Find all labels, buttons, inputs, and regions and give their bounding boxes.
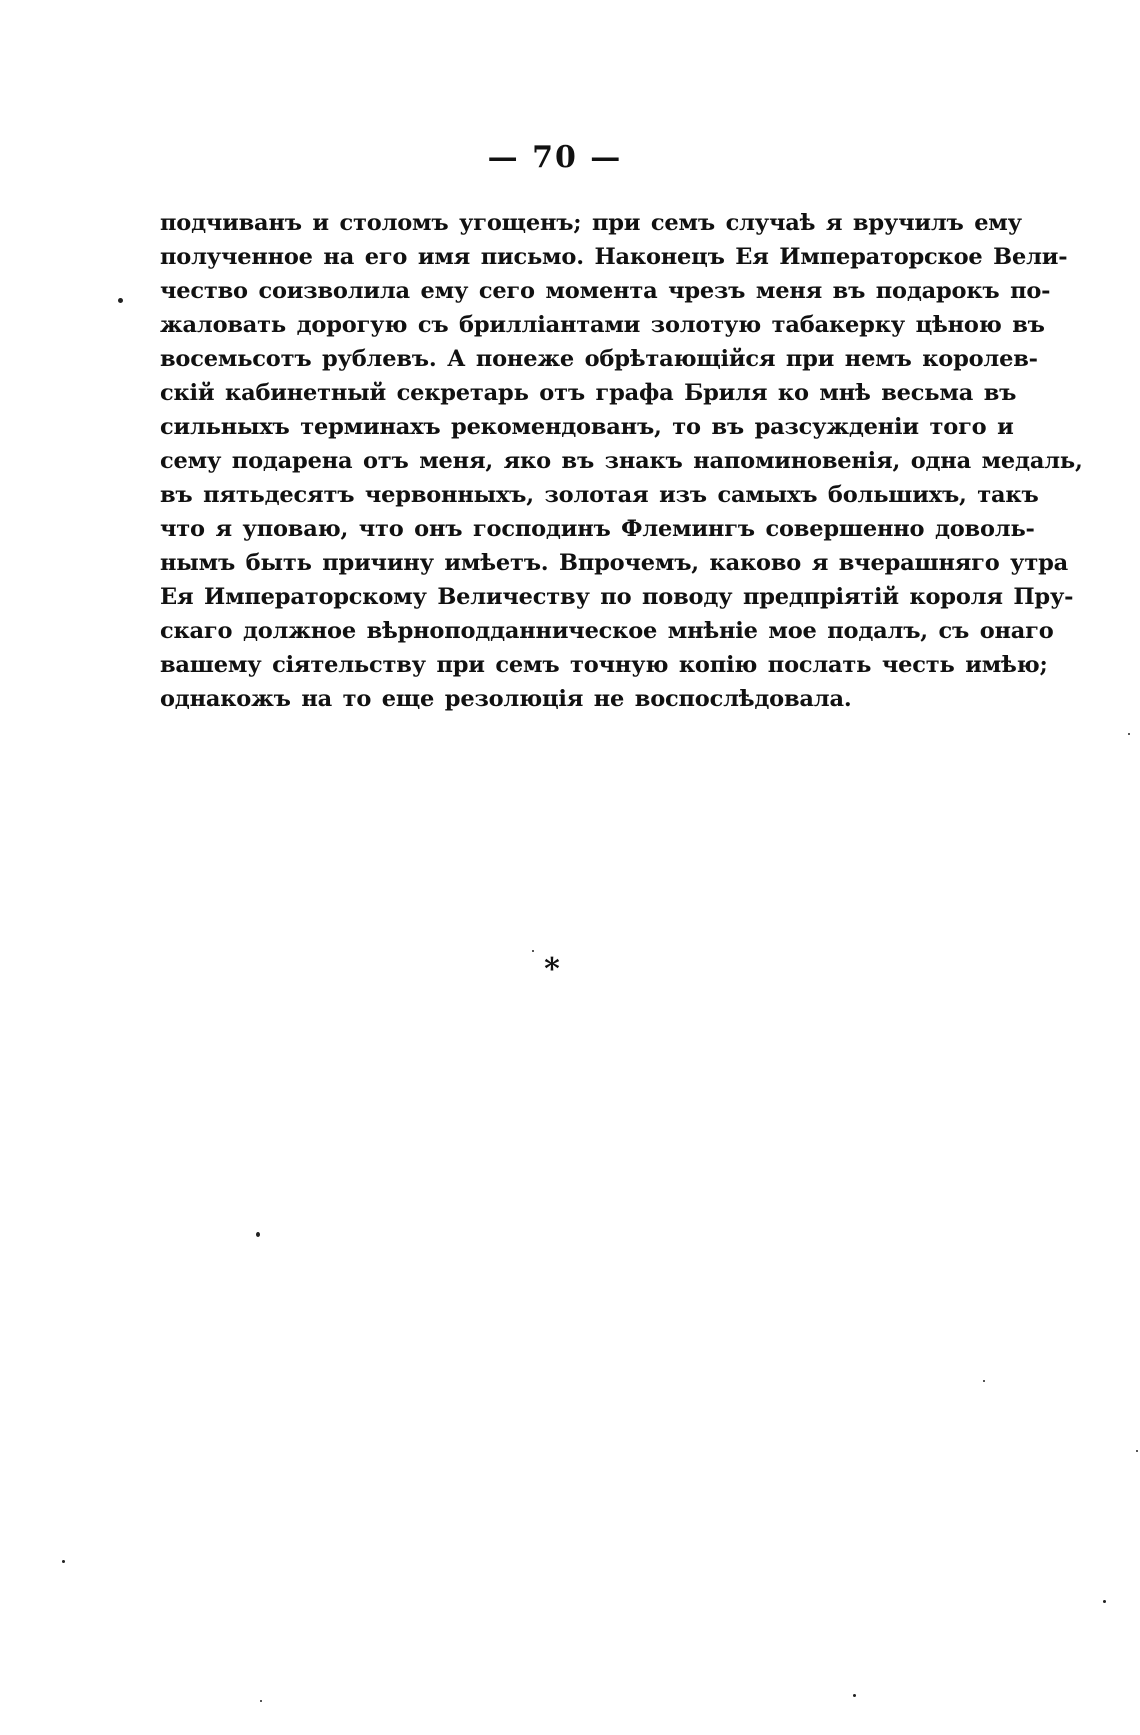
text-line: въ пятьдесятъ червонныхъ, золотая изъ самыхъ большихъ, такъ [160, 482, 1039, 508]
text-line: полученное на его имя письмо. Наконецъ Ея Императорское Вели- [160, 244, 1068, 270]
section-separator: * [544, 952, 560, 987]
text-line: скiй кабинетный секретарь отъ графа Бриля ко мнѣ весьма въ [160, 380, 1017, 406]
scan-speck [118, 298, 123, 303]
scan-speck [983, 1380, 985, 1382]
text-line: восемьсотъ рублевъ. А понеже обрѣтающiйся при немъ королев- [160, 346, 1038, 372]
body-paragraph [160, 206, 1083, 716]
scan-speck [62, 1560, 65, 1563]
text-line: чество соизволила ему сего момента чрезъ меня въ подарокъ по- [160, 278, 1051, 304]
scan-speck [1128, 733, 1130, 735]
text-line: сильныхъ терминахъ рекомендованъ, то въ разсужденiи того и [160, 414, 1014, 440]
scan-speck [532, 950, 534, 952]
text-line: подчиванъ и столомъ угощенъ; при семъ случаѣ я вручилъ ему [160, 210, 1022, 236]
scan-speck [256, 1232, 260, 1237]
text-line: сему подарена отъ меня, яко въ знакъ напоминовенiя, одна медаль, [160, 448, 1083, 474]
text-line: что я уповаю, что онъ господинъ Флемингъ совершенно доволь- [160, 516, 1035, 542]
text-line: Ея Императорскому Величеству по поводу предпрiятiй короля Пру- [160, 584, 1074, 610]
text-line: вашему сiятельству при семъ точную копiю послать честь имѣю; [160, 652, 1048, 678]
scan-speck [853, 1694, 856, 1697]
text-line: однакожъ на то еще резолюцiя не воспослѣдовала. [160, 686, 852, 712]
text-line: жаловать дорогую съ бриллiантами золотую табакерку цѣною въ [160, 312, 1045, 338]
scan-speck [260, 1700, 262, 1702]
page-number: — 70 — [487, 140, 623, 175]
text-line: нымъ быть причину имѣетъ. Впрочемъ, каково я вчерашняго утра [160, 550, 1069, 576]
scan-speck [1136, 1450, 1138, 1452]
scan-speck [1103, 1600, 1106, 1603]
text-line: скаго должное вѣрноподданническое мнѣнiе мое подалъ, съ онаго [160, 618, 1054, 644]
